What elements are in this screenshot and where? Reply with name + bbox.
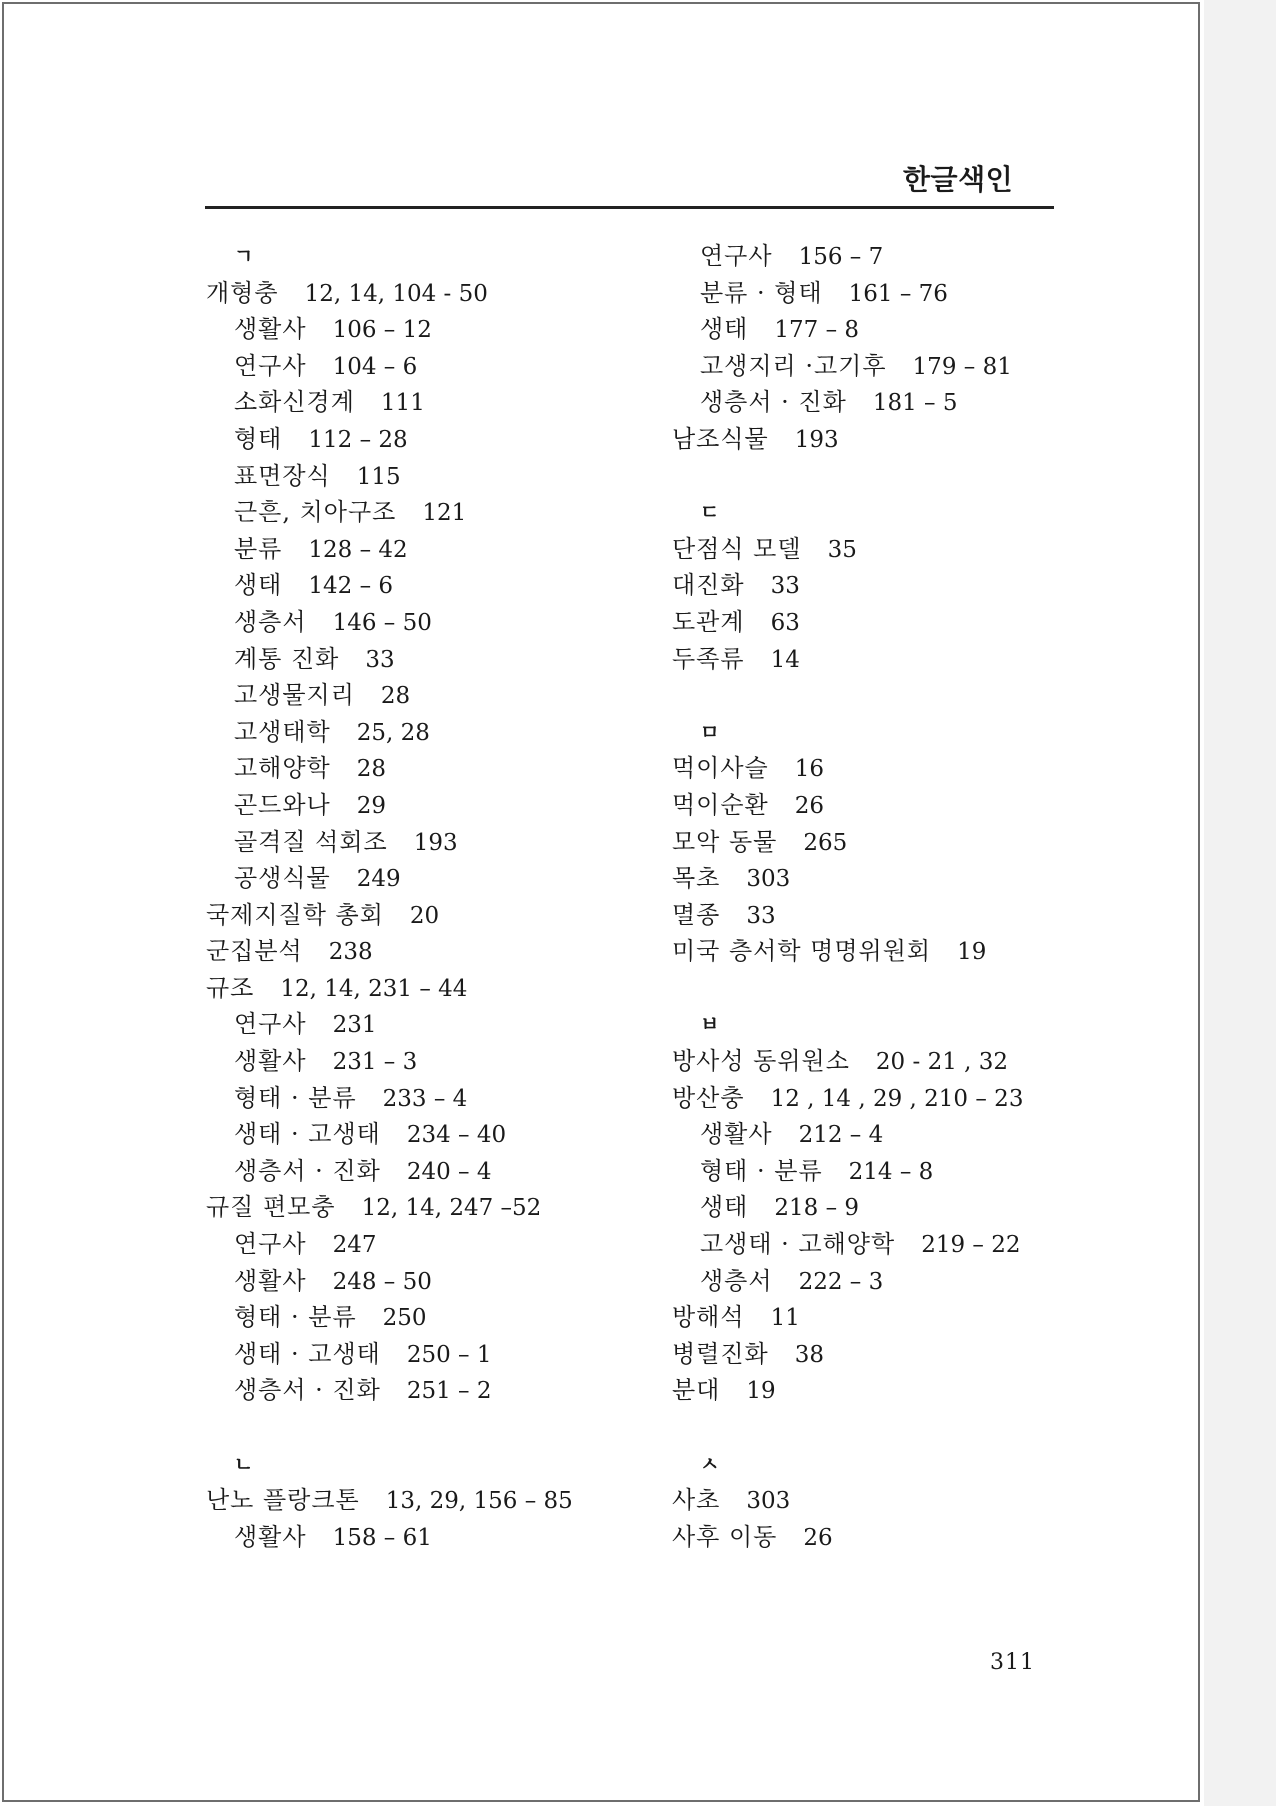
entry-term: 생태 [234, 571, 283, 600]
entry-pages: 238 [328, 939, 373, 966]
index-subentry [672, 1116, 1132, 1153]
entry-term: 규질 편모충 [206, 1193, 336, 1222]
entry-term: 고생물지리 [234, 681, 355, 710]
entry-term: 생층서 · 진화 [234, 1156, 381, 1185]
entry-term: 생활사 [234, 1266, 307, 1295]
entry-term: 고해양학 [234, 754, 331, 783]
entry-pages: 222 – 3 [798, 1268, 884, 1295]
entry-pages: 179 – 81 [912, 353, 1012, 380]
index-subentry [206, 1519, 666, 1556]
index-entry [206, 970, 666, 1007]
entry-pages: 240 – 4 [406, 1158, 492, 1185]
entry-term: 분류 [234, 534, 283, 563]
section-heading: ㅁ [700, 719, 720, 744]
index-entry [672, 1336, 1132, 1373]
index-subentry [206, 1006, 666, 1043]
page-number: 311 [990, 1650, 1035, 1675]
entry-term: 모악 동물 [672, 827, 778, 856]
index-column-right [672, 238, 1132, 1555]
entry-term: 방해석 [672, 1303, 745, 1332]
entry-pages: 12, 14, 104 - 50 [304, 280, 488, 307]
entry-pages: 233 – 4 [382, 1085, 468, 1112]
entry-pages: 212 – 4 [798, 1122, 884, 1149]
index-entry [672, 604, 1132, 641]
entry-pages: 12 , 14 , 29 , 210 – 23 [770, 1085, 1024, 1112]
index-entry [206, 1189, 666, 1226]
entry-pages: 111 [380, 390, 425, 417]
section-heading: ㄱ [234, 244, 254, 268]
entry-term: 먹이순환 [672, 790, 769, 819]
entry-pages: 249 [356, 866, 401, 893]
entry-pages: 142 – 6 [308, 573, 394, 600]
index-entry [672, 641, 1132, 678]
index-entry [672, 421, 1132, 458]
entry-term: 군집분석 [206, 937, 303, 966]
entry-term: 고생태학 [234, 717, 331, 746]
entry-term: 연구사 [234, 1010, 307, 1039]
index-subentry [206, 604, 666, 641]
entry-pages: 20 [409, 902, 440, 929]
entry-term: 두족류 [672, 644, 745, 673]
entry-pages: 251 – 2 [406, 1378, 492, 1405]
index-entry [206, 933, 666, 970]
index-subentry [672, 384, 1132, 421]
entry-pages: 219 – 22 [921, 1232, 1021, 1259]
entry-term: 개형충 [206, 278, 279, 307]
section-gap [672, 1409, 1132, 1446]
index-subentry [206, 787, 666, 824]
index-subentry [206, 458, 666, 495]
entry-pages: 14 [770, 646, 800, 673]
index-subentry [206, 1372, 666, 1409]
entry-term: 목초 [672, 864, 721, 893]
entry-term: 생층서 · 진화 [234, 1376, 381, 1405]
entry-pages: 28 [356, 756, 387, 783]
section-heading: ㅂ [700, 1012, 720, 1037]
entry-pages: 234 – 40 [406, 1122, 507, 1149]
index-subentry [206, 384, 666, 421]
entry-term: 생활사 [234, 315, 307, 344]
entry-term: 난노 플랑크톤 [206, 1486, 360, 1515]
section-gap [672, 970, 1132, 1007]
entry-term: 단점식 모델 [672, 534, 802, 563]
entry-term: 형태 [234, 424, 283, 453]
index-subentry [672, 311, 1132, 348]
entry-term: 생활사 [700, 1120, 773, 1149]
entry-pages: 29 [356, 792, 387, 819]
entry-term: 연구사 [700, 242, 773, 270]
entry-term: 규조 [206, 973, 255, 1002]
entry-term: 생태 [700, 315, 749, 344]
index-subentry [206, 348, 666, 385]
entry-pages: 20 - 21 , 32 [875, 1049, 1009, 1076]
entry-pages: 11 [770, 1305, 800, 1332]
entry-pages: 115 [356, 463, 401, 490]
index-column-left [206, 238, 666, 1555]
entry-pages: 218 – 9 [774, 1195, 860, 1222]
entry-pages: 161 – 76 [848, 280, 948, 307]
index-entry [672, 860, 1132, 897]
entry-term: 먹이사슬 [672, 754, 769, 783]
entry-term: 생태 [700, 1193, 749, 1222]
index-entry [672, 1080, 1132, 1117]
index-entry [672, 1043, 1132, 1080]
section-gap [672, 458, 1132, 495]
entry-pages: 158 – 61 [332, 1524, 432, 1551]
entry-term: 사후 이동 [672, 1522, 778, 1551]
entry-pages: 303 [746, 866, 791, 893]
entry-pages: 26 [803, 1524, 833, 1551]
index-subentry [672, 238, 1132, 275]
index-subentry [206, 1116, 666, 1153]
index-subentry [672, 275, 1132, 312]
entry-pages: 19 [746, 1378, 776, 1405]
entry-pages: 193 [794, 426, 839, 453]
entry-term: 멸종 [672, 900, 721, 929]
entry-pages: 303 [746, 1488, 791, 1515]
index-entry [672, 897, 1132, 934]
index-subentry [206, 641, 666, 678]
index-entry [672, 824, 1132, 861]
entry-pages: 248 – 50 [332, 1268, 432, 1295]
entry-term: 고생태 · 고해양학 [700, 1230, 896, 1259]
index-subentry [206, 567, 666, 604]
entry-term: 곤드와나 [234, 790, 331, 819]
entry-pages: 63 [770, 609, 800, 636]
entry-term: 고생지리 ·고기후 [700, 351, 887, 380]
entry-term: 도관계 [672, 607, 745, 636]
entry-term: 미국 층서학 명명위원회 [672, 937, 932, 966]
entry-pages: 26 [794, 792, 825, 819]
entry-pages: 35 [827, 536, 857, 563]
entry-term: 분류 · 형태 [700, 278, 823, 307]
entry-term: 형태 · 분류 [234, 1303, 357, 1332]
index-entry [206, 1482, 666, 1519]
entry-pages: 265 [803, 829, 848, 856]
index-entry [672, 1519, 1132, 1556]
entry-term: 생활사 [234, 1047, 307, 1076]
entry-term: 생층서 [234, 607, 307, 636]
index-entry [672, 933, 1132, 970]
header-rule [205, 206, 1054, 209]
index-subentry [206, 1080, 666, 1117]
index-subentry [206, 1226, 666, 1263]
entry-term: 대진화 [672, 571, 745, 600]
index-subentry [206, 494, 666, 531]
entry-pages: 33 [746, 902, 776, 929]
entry-pages: 128 – 42 [308, 536, 408, 563]
entry-term: 병렬진화 [672, 1339, 769, 1368]
index-entry [672, 567, 1132, 604]
entry-term: 생태 · 고생태 [234, 1120, 381, 1149]
entry-pages: 156 – 7 [798, 244, 884, 270]
entry-pages: 12, 14, 231 – 44 [280, 975, 468, 1002]
entry-term: 형태 · 분류 [234, 1083, 357, 1112]
entry-pages: 33 [365, 646, 395, 673]
index-subentry [206, 677, 666, 714]
entry-pages: 12, 14, 247 –52 [361, 1195, 542, 1222]
index-subentry [206, 311, 666, 348]
entry-term: 분대 [672, 1376, 721, 1405]
entry-term: 소화신경계 [234, 388, 355, 417]
index-subentry [672, 1189, 1132, 1226]
index-subentry [206, 714, 666, 751]
entry-pages: 181 – 5 [872, 390, 958, 417]
section-heading: ㅅ [700, 1451, 720, 1476]
entry-pages: 214 – 8 [848, 1158, 934, 1185]
entry-term: 생활사 [234, 1522, 307, 1551]
entry-pages: 177 – 8 [774, 317, 860, 344]
index-entry [206, 275, 666, 312]
page-title: 한글색인 [903, 163, 1014, 196]
entry-term: 공생식물 [234, 864, 331, 893]
entry-pages: 13, 29, 156 – 85 [385, 1488, 573, 1515]
entry-pages: 104 – 6 [332, 353, 418, 380]
entry-pages: 250 [382, 1305, 427, 1332]
entry-term: 근흔, 치아구조 [234, 498, 397, 527]
index-subentry [672, 348, 1132, 385]
entry-term: 계통 진화 [234, 644, 340, 673]
entry-term: 연구사 [234, 1230, 307, 1259]
entry-term: 사초 [672, 1486, 721, 1515]
entry-pages: 16 [794, 756, 825, 783]
index-subentry [206, 1299, 666, 1336]
index-subentry [206, 531, 666, 568]
index-entry [672, 750, 1132, 787]
entry-term: 생태 · 고생태 [234, 1339, 381, 1368]
index-subentry [206, 750, 666, 787]
entry-pages: 25, 28 [356, 719, 430, 746]
index-entry [672, 1299, 1132, 1336]
section-gap [206, 1409, 666, 1446]
viewer-background [1204, 0, 1276, 1806]
index-entry [672, 787, 1132, 824]
entry-term: 생층서 [700, 1266, 773, 1295]
entry-pages: 231 [332, 1012, 377, 1039]
entry-term: 남조식물 [672, 424, 769, 453]
index-entry [672, 1372, 1132, 1409]
section-gap [672, 677, 1132, 714]
index-subentry [206, 1153, 666, 1190]
entry-pages: 193 [413, 829, 458, 856]
entry-term: 표면장식 [234, 461, 331, 490]
entry-term: 방산충 [672, 1083, 745, 1112]
index-subentry [206, 421, 666, 458]
index-subentry [206, 1263, 666, 1300]
index-subentry [206, 824, 666, 861]
entry-term: 골격질 석회조 [234, 827, 388, 856]
section-heading: ㄷ [700, 500, 720, 525]
section-heading: ㄴ [234, 1451, 254, 1476]
entry-term: 연구사 [234, 351, 307, 380]
entry-term: 생층서 · 진화 [700, 388, 847, 417]
entry-pages: 250 – 1 [406, 1341, 492, 1368]
entry-pages: 247 [332, 1232, 377, 1259]
index-subentry [672, 1153, 1132, 1190]
entry-term: 형태 · 분류 [700, 1156, 823, 1185]
index-entry [672, 531, 1132, 568]
entry-term: 방사성 동위원소 [672, 1047, 850, 1076]
index-subentry [206, 1336, 666, 1373]
index-subentry [206, 860, 666, 897]
index-subentry [206, 1043, 666, 1080]
entry-pages: 19 [957, 939, 987, 966]
index-entry [206, 897, 666, 934]
entry-pages: 146 – 50 [332, 609, 432, 636]
index-entry [672, 1482, 1132, 1519]
entry-pages: 121 [422, 500, 467, 527]
entry-pages: 38 [794, 1341, 825, 1368]
entry-pages: 28 [380, 683, 411, 710]
entry-pages: 33 [770, 573, 800, 600]
entry-term: 국제지질학 총회 [206, 900, 384, 929]
entry-pages: 231 – 3 [332, 1049, 418, 1076]
entry-pages: 106 – 12 [332, 317, 432, 344]
entry-pages: 112 – 28 [308, 426, 408, 453]
index-subentry [672, 1226, 1132, 1263]
index-subentry [672, 1263, 1132, 1300]
